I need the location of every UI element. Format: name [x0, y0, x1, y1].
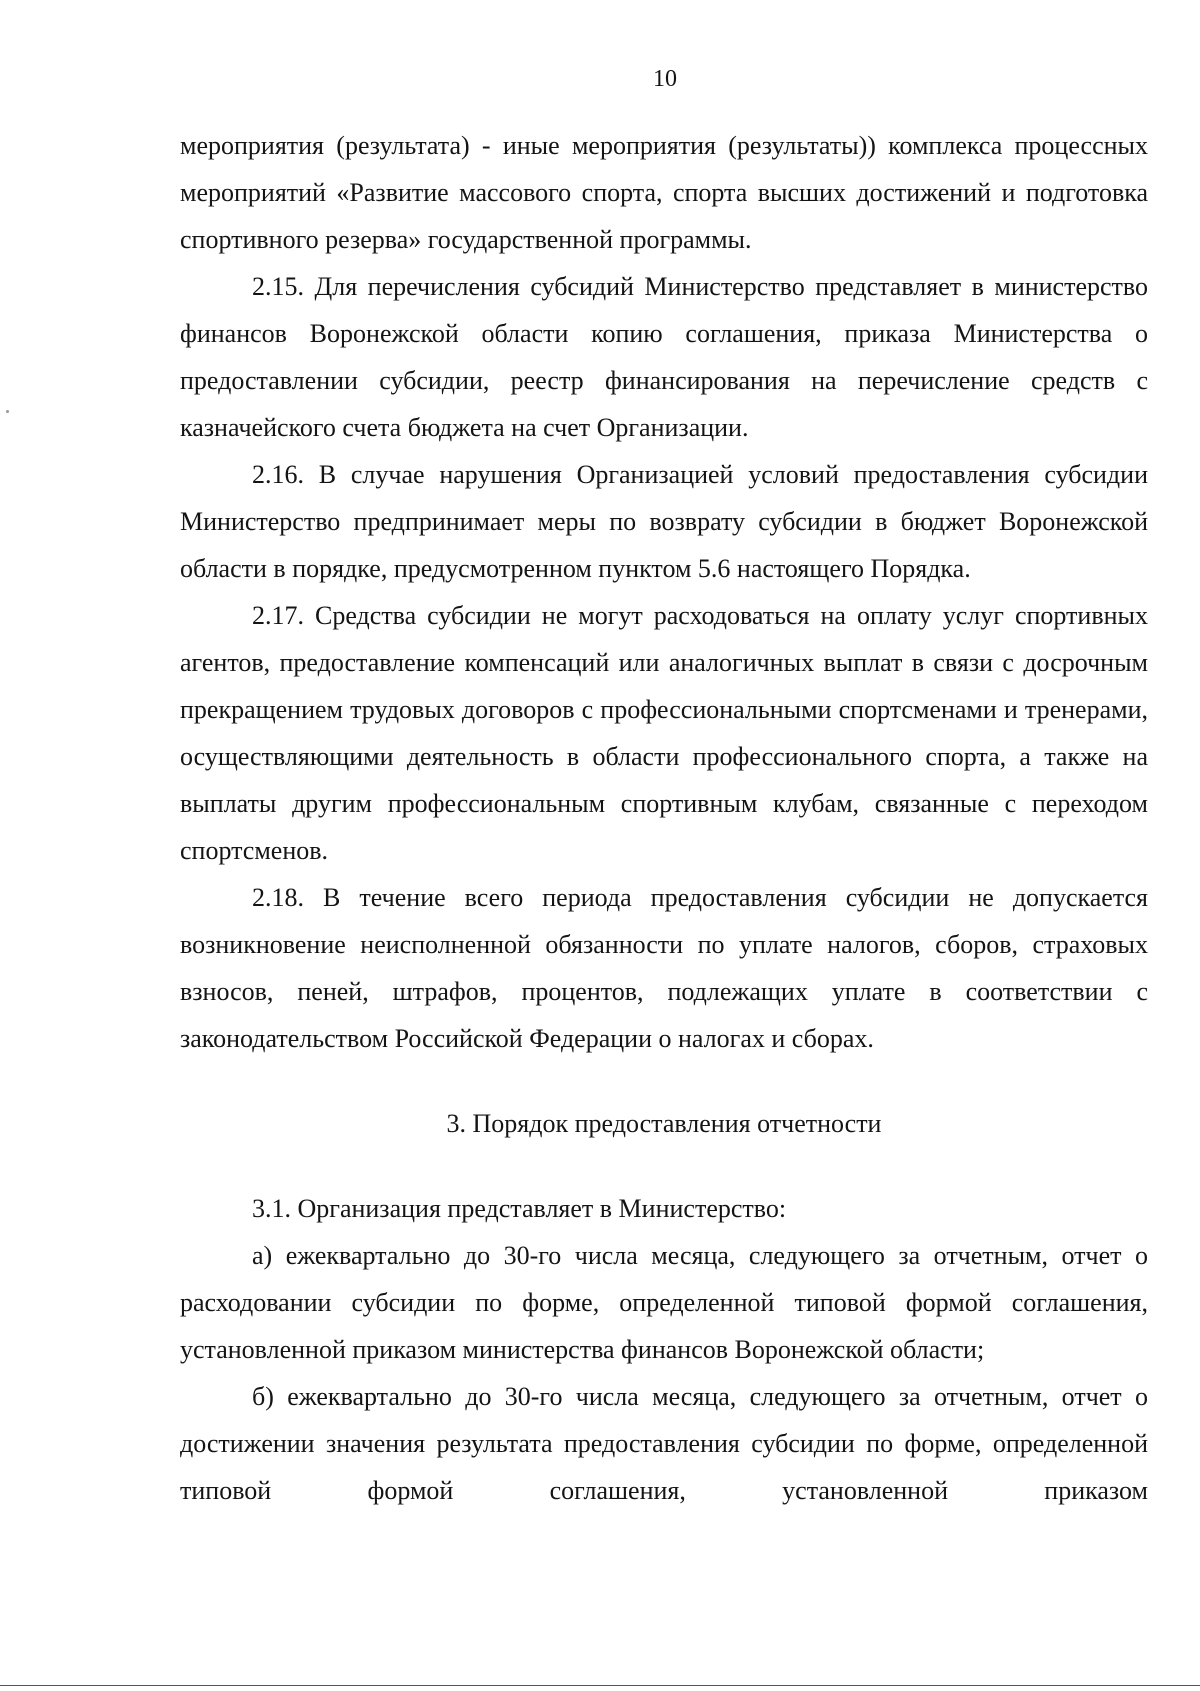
paragraph-3-1: 3.1. Организация представляет в Министерство:	[252, 1194, 787, 1223]
scan-artifact-dot	[6, 410, 9, 413]
paragraph-2-15: 2.15. Для перечисления субсидий Министерство представляет в министерство финансов Воронежской области копию соглашения, приказа Министерства о предоставлении субсидии, реестр финансирования на перечисление средств с казначейского счета бюджета на счет Организации.	[180, 272, 1148, 442]
document-body	[180, 122, 1148, 1514]
paragraph-2-16: 2.16. В случае нарушения Организацией условий предоставления субсидии Министерство предпринимает меры по возврату субсидии в бюджет Воронежской области в порядке, предусмотренном пунктом 5.6 настоящего Порядка.	[180, 460, 1148, 583]
paragraph-3-1-a: а) ежеквартально до 30-го числа месяца, следующего за отчетным, отчет о расходовании субсидии по форме, определенной типовой формой соглашения, установленной приказом министерства финансов Воронежской области;	[180, 1241, 1148, 1364]
paragraph-3-1-b: б) ежеквартально до 30-го числа месяца, следующего за отчетным, отчет о достижении значения результата предоставления субсидии по форме, определенной типовой формой соглашения, установленной приказом	[180, 1382, 1148, 1505]
section-heading: 3. Порядок предоставления отчетности	[446, 1109, 882, 1138]
paragraph-2-18: 2.18. В течение всего периода предоставления субсидии не допускается возникновение неисполненной обязанности по уплате налогов, сборов, страховых взносов, пеней, штрафов, процентов, подлежащих уплате в соответствии с законодательством Российской Федерации о налогах и сборах.	[180, 883, 1148, 1053]
page-number: 10	[653, 66, 677, 92]
page-bottom-rule	[0, 1685, 1200, 1686]
paragraph-2-17: 2.17. Средства субсидии не могут расходоваться на оплату услуг спортивных агентов, предоставление компенсаций или аналогичных выплат в связи с досрочным прекращением трудовых договоров с профессиональными спортсменами и тренерами, осуществляющими деятельность в области профессионального спорта, а также на выплаты другим профессиональным спортивным клубам, связанные с переходом спортсменов.	[180, 601, 1148, 865]
paragraph-continuation: мероприятия (результата) - иные мероприятия (результаты)) комплекса процессных мероприятий «Развитие массового спорта, спорта высших достижений и подготовка спортивного резерва» государственной программы.	[180, 131, 1148, 254]
